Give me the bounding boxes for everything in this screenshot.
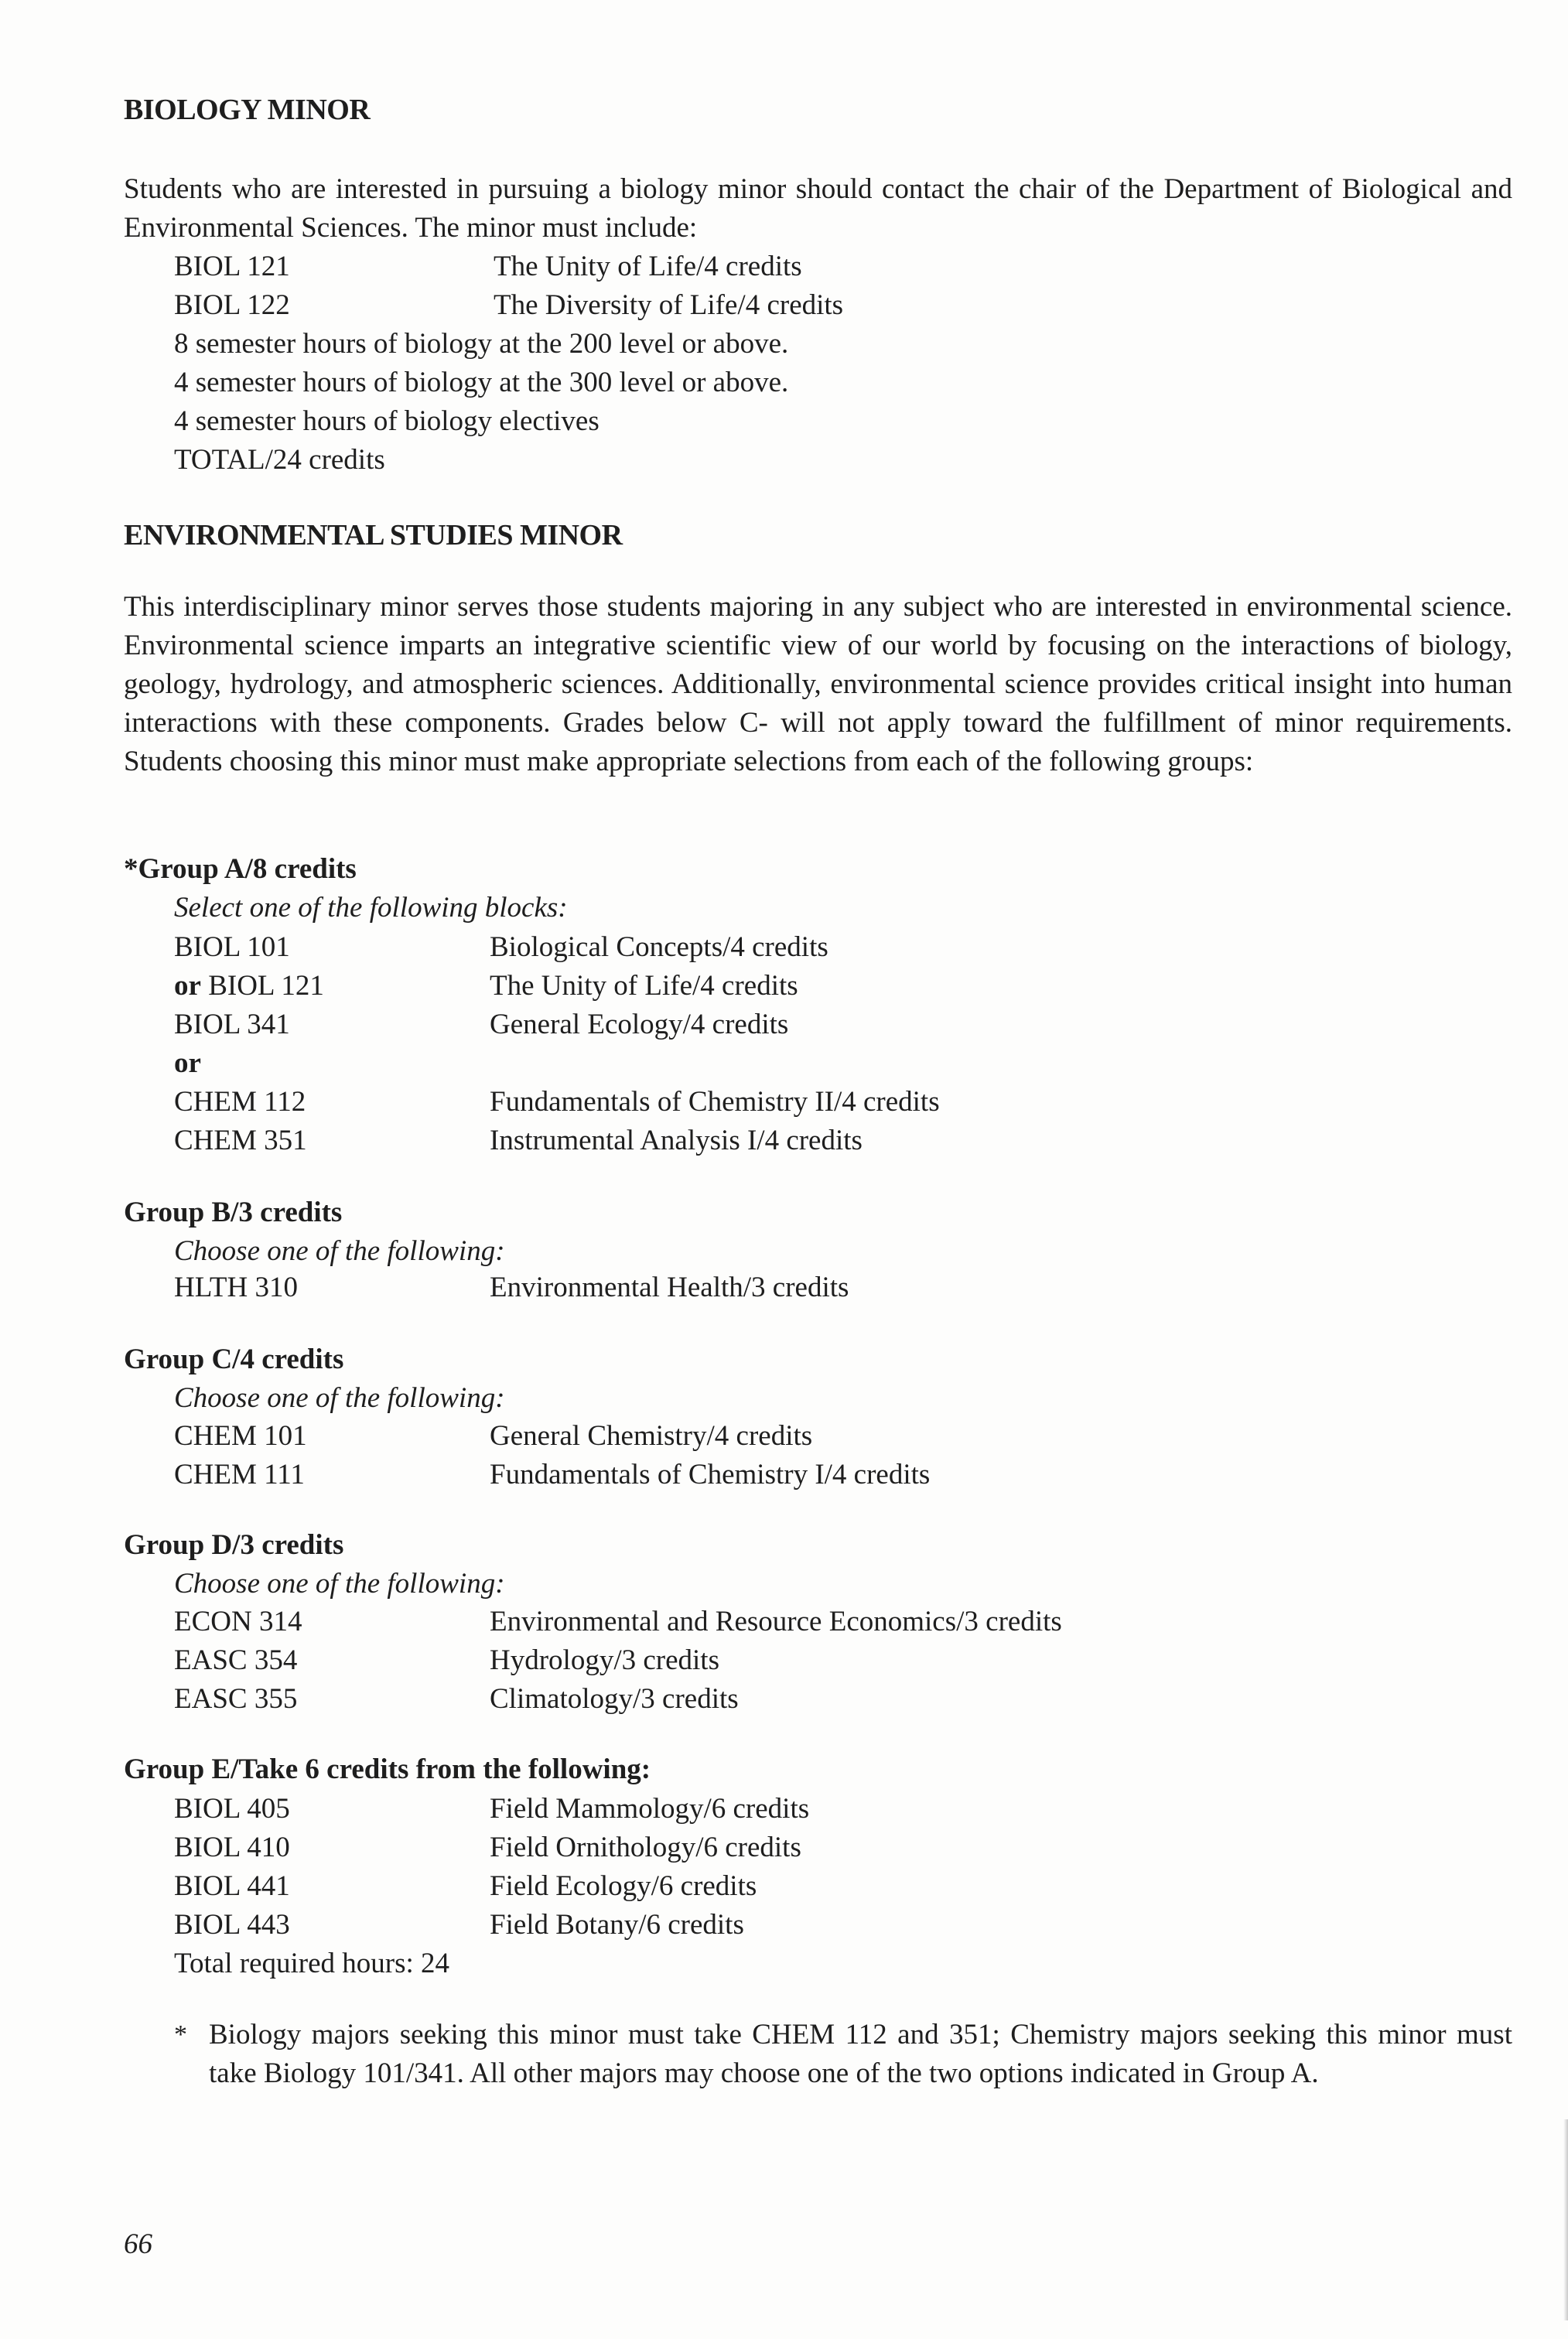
group-b-instruction: Choose one of the following: bbox=[174, 1235, 505, 1267]
course-description: Field Botany/6 credits bbox=[490, 1909, 744, 1941]
course-description: Field Ecology/6 credits bbox=[490, 1870, 757, 1902]
course-description: Environmental Health/3 credits bbox=[490, 1272, 849, 1303]
course-code: BIOL 441 bbox=[174, 1870, 290, 1902]
group-d-instruction: Choose one of the following: bbox=[174, 1568, 505, 1600]
group-a-title: *Group A/8 credits bbox=[124, 853, 357, 885]
footnote-text: Biology majors seeking this minor must take CHEM 112 and 351; Chemistry majors seeking this minor must take Biology 101/341. All other majors may choose one of the two options indicated in Group A. bbox=[209, 2019, 1512, 2089]
course-description: Biological Concepts/4 credits bbox=[490, 931, 828, 963]
course-code: BIOL 122 bbox=[174, 289, 290, 321]
course-description: Instrumental Analysis I/4 credits bbox=[490, 1125, 863, 1156]
course-code: BIOL 443 bbox=[174, 1909, 290, 1941]
course-description: Field Mammology/6 credits bbox=[490, 1793, 810, 1825]
page-edge-shadow bbox=[1563, 2119, 1568, 2320]
course-code: ECON 314 bbox=[174, 1606, 302, 1637]
course-description: General Ecology/4 credits bbox=[490, 1009, 789, 1040]
course-description: The Unity of Life/4 credits bbox=[490, 970, 798, 1002]
total-required-hours: Total required hours: 24 bbox=[174, 1948, 450, 1979]
course-description: Hydrology/3 credits bbox=[490, 1644, 719, 1676]
biology-minor-intro: Students who are interested in pursuing a biology minor should contact the chair of the Department of Biological and Environmental Sciences. The minor must include: bbox=[124, 173, 1512, 244]
group-c-instruction: Choose one of the following: bbox=[174, 1382, 505, 1414]
course-code: BIOL 341 bbox=[174, 1009, 290, 1040]
requirement-line: 4 semester hours of biology electives bbox=[174, 405, 600, 437]
course-code: BIOL 101 bbox=[174, 931, 290, 963]
course-code-alt bbox=[174, 967, 324, 1006]
course-description: Climatology/3 credits bbox=[490, 1683, 739, 1715]
requirement-line: 4 semester hours of biology at the 300 level or above. bbox=[174, 367, 789, 398]
course-code: EASC 354 bbox=[174, 1644, 298, 1676]
environmental-minor-intro: This interdisciplinary minor serves those students majoring in any subject who are interested in environmental science. Environmental science imparts an integrative scientific view of our world by focusing on the interactions of biology, geology, hydrology, and atmospheric sciences. Additionally, environmental science provides critical insight into human interactions with these components. Grades below C- will not apply toward the fulfillment of minor requirements. Students choosing this minor must make appropriate selections from each of the following groups: bbox=[124, 591, 1512, 777]
requirement-line: 8 semester hours of biology at the 200 level or above. bbox=[174, 328, 789, 360]
course-description: Fundamentals of Chemistry I/4 credits bbox=[490, 1459, 931, 1490]
group-a-instruction: Select one of the following blocks: bbox=[174, 892, 568, 924]
course-code: EASC 355 bbox=[174, 1683, 298, 1715]
biology-minor-heading: BIOLOGY MINOR bbox=[124, 94, 371, 126]
course-code: CHEM 101 bbox=[174, 1420, 307, 1452]
course-code: CHEM 112 bbox=[174, 1086, 306, 1118]
environmental-minor-heading: ENVIRONMENTAL STUDIES MINOR bbox=[124, 519, 623, 551]
course-code: BIOL 410 bbox=[174, 1832, 290, 1863]
group-b-title: Group B/3 credits bbox=[124, 1197, 343, 1228]
course-description: Environmental and Resource Economics/3 credits bbox=[490, 1606, 1062, 1637]
course-code: BIOL 121 bbox=[174, 251, 290, 282]
group-c-title: Group C/4 credits bbox=[124, 1344, 344, 1375]
course-description: The Unity of Life/4 credits bbox=[494, 251, 802, 282]
group-d-title: Group D/3 credits bbox=[124, 1529, 344, 1561]
footnote-marker: * bbox=[174, 2020, 187, 2049]
course-code: HLTH 310 bbox=[174, 1272, 298, 1303]
course-description: Field Ornithology/6 credits bbox=[490, 1832, 801, 1863]
course-description: General Chemistry/4 credits bbox=[490, 1420, 813, 1452]
total-credits: TOTAL/24 credits bbox=[174, 444, 385, 476]
page-number: 66 bbox=[124, 2228, 152, 2260]
course-description: The Diversity of Life/4 credits bbox=[494, 289, 844, 321]
course-code: BIOL 405 bbox=[174, 1793, 290, 1825]
group-e-title: Group E/Take 6 credits from the following: bbox=[124, 1753, 651, 1785]
course-code: CHEM 351 bbox=[174, 1125, 307, 1156]
or-label: or bbox=[174, 970, 201, 1002]
course-code: BIOL 121 bbox=[200, 970, 324, 1002]
course-description: Fundamentals of Chemistry II/4 credits bbox=[490, 1086, 940, 1118]
or-separator: or bbox=[174, 1047, 201, 1079]
course-code: CHEM 111 bbox=[174, 1459, 305, 1490]
